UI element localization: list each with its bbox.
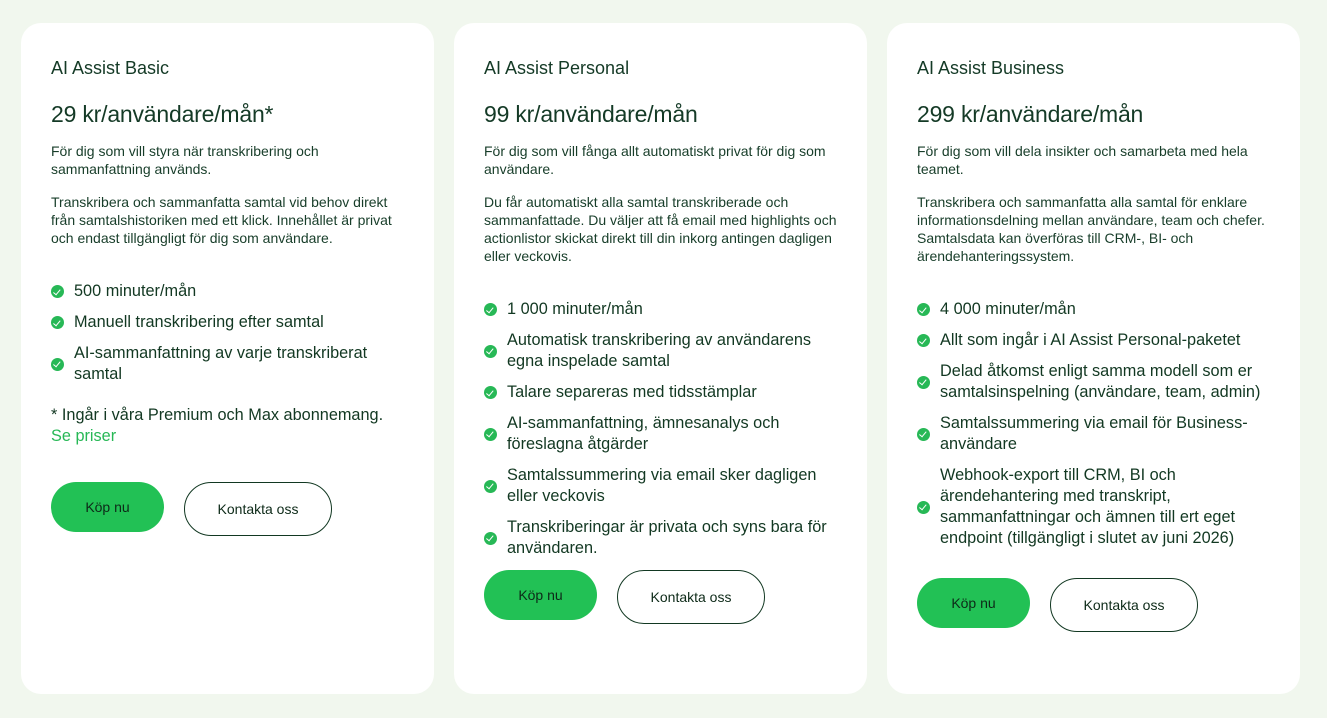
plan-tagline: För dig som vill styra när transkribering och sammanfattning används. <box>51 143 319 177</box>
check-circle-icon <box>484 303 497 316</box>
check-circle-icon <box>51 358 64 371</box>
buy-now-button[interactable]: Köp nu <box>484 570 597 620</box>
check-circle-icon <box>917 303 930 316</box>
feature-item <box>917 330 1270 351</box>
feature-list <box>917 299 1270 549</box>
plan-description: Transkribera och sammanfatta samtal vid behov direkt från samtalshistoriken med ett klick. Innehållet är privat och endast tillgängligt för dig som användare. <box>51 194 392 246</box>
check-circle-icon <box>484 532 497 545</box>
plan-card-personal <box>454 23 867 694</box>
feature-text: 1 000 minuter/mån <box>507 300 643 318</box>
feature-text: Delad åtkomst enligt samma modell som er samtalsinspelning (användare, team, admin) <box>940 362 1261 401</box>
check-circle-icon <box>917 334 930 347</box>
feature-item <box>917 299 1270 320</box>
plan-card-business <box>887 23 1300 694</box>
feature-item <box>917 465 1270 549</box>
feature-text: AI-sammanfattning av varje transkriberat samtal <box>74 344 368 383</box>
feature-item <box>484 382 837 403</box>
check-circle-icon <box>484 480 497 493</box>
buy-now-button[interactable]: Köp nu <box>917 578 1030 628</box>
feature-item <box>917 361 1270 403</box>
feature-item <box>51 312 404 333</box>
feature-text: Allt som ingår i AI Assist Personal-paketet <box>940 331 1241 349</box>
plan-actions <box>917 578 1270 632</box>
feature-item <box>484 465 837 507</box>
check-circle-icon <box>51 285 64 298</box>
feature-text: Automatisk transkribering av användarens egna inspelade samtal <box>507 331 812 370</box>
plan-name: AI Assist Personal <box>484 58 630 78</box>
plan-actions <box>51 482 404 536</box>
feature-list <box>484 299 837 559</box>
see-prices-link[interactable]: Se priser <box>51 427 117 445</box>
feature-text: Transkriberingar är privata och syns bara för användaren. <box>507 518 827 557</box>
feature-item <box>484 413 837 455</box>
contact-us-button[interactable]: Kontakta oss <box>1050 578 1198 632</box>
contact-us-button[interactable]: Kontakta oss <box>617 570 765 624</box>
plan-name: AI Assist Business <box>917 58 1065 78</box>
check-circle-icon <box>917 376 930 389</box>
contact-us-button[interactable]: Kontakta oss <box>184 482 332 536</box>
feature-text: Talare separeras med tidsstämplar <box>507 383 757 401</box>
feature-item <box>484 517 837 559</box>
buy-now-button[interactable]: Köp nu <box>51 482 164 532</box>
plan-card-basic <box>21 23 434 694</box>
feature-item <box>484 299 837 320</box>
check-circle-icon <box>484 345 497 358</box>
feature-text: 4 000 minuter/mån <box>940 300 1076 318</box>
check-circle-icon <box>484 428 497 441</box>
plan-price: 299 kr/användare/mån <box>917 101 1144 127</box>
plan-footnote <box>51 405 404 447</box>
check-circle-icon <box>917 501 930 514</box>
feature-text: AI-sammanfattning, ämnesanalys och föreslagna åtgärder <box>507 414 780 453</box>
plan-tagline: För dig som vill fånga allt automatiskt privat för dig som användare. <box>484 143 826 177</box>
feature-text: Samtalssummering via email för Business-användare <box>940 414 1248 453</box>
feature-item <box>484 330 837 372</box>
feature-item <box>51 343 404 385</box>
check-circle-icon <box>917 428 930 441</box>
feature-list <box>51 281 404 385</box>
feature-text: 500 minuter/mån <box>74 282 197 300</box>
feature-item <box>917 413 1270 455</box>
plan-price: 99 kr/användare/mån <box>484 101 698 127</box>
feature-text: Webhook-export till CRM, BI och ärendehantering med transkript, sammanfattningar och ämnen till ert eget endpoint (tillgängligt i slutet av juni 2026) <box>940 466 1236 547</box>
plan-description: Transkribera och sammanfatta alla samtal för enklare informationsdelning mellan användare, team och chefer. Samtalsdata kan överföras till CRM-, BI- och ärendehanteringssystem. <box>917 194 1265 264</box>
footnote-text: * Ingår i våra Premium och Max abonnemang. <box>51 406 384 424</box>
feature-text: Samtalssummering via email sker dagligen eller veckovis <box>507 466 817 505</box>
plan-description: Du får automatiskt alla samtal transkriberade och sammanfattade. Du väljer att få email med highlights och actionlistor skickat direkt till din inkorg antingen dagligen eller veckovis. <box>484 194 837 264</box>
plan-actions <box>484 570 837 624</box>
check-circle-icon <box>484 386 497 399</box>
feature-text: Manuell transkribering efter samtal <box>74 313 324 331</box>
pricing-cards <box>21 23 1300 694</box>
check-circle-icon <box>51 316 64 329</box>
feature-item <box>51 281 404 302</box>
plan-price: 29 kr/användare/mån* <box>51 101 274 127</box>
plan-name: AI Assist Basic <box>51 58 170 78</box>
plan-tagline: För dig som vill dela insikter och samarbeta med hela teamet. <box>917 143 1248 177</box>
